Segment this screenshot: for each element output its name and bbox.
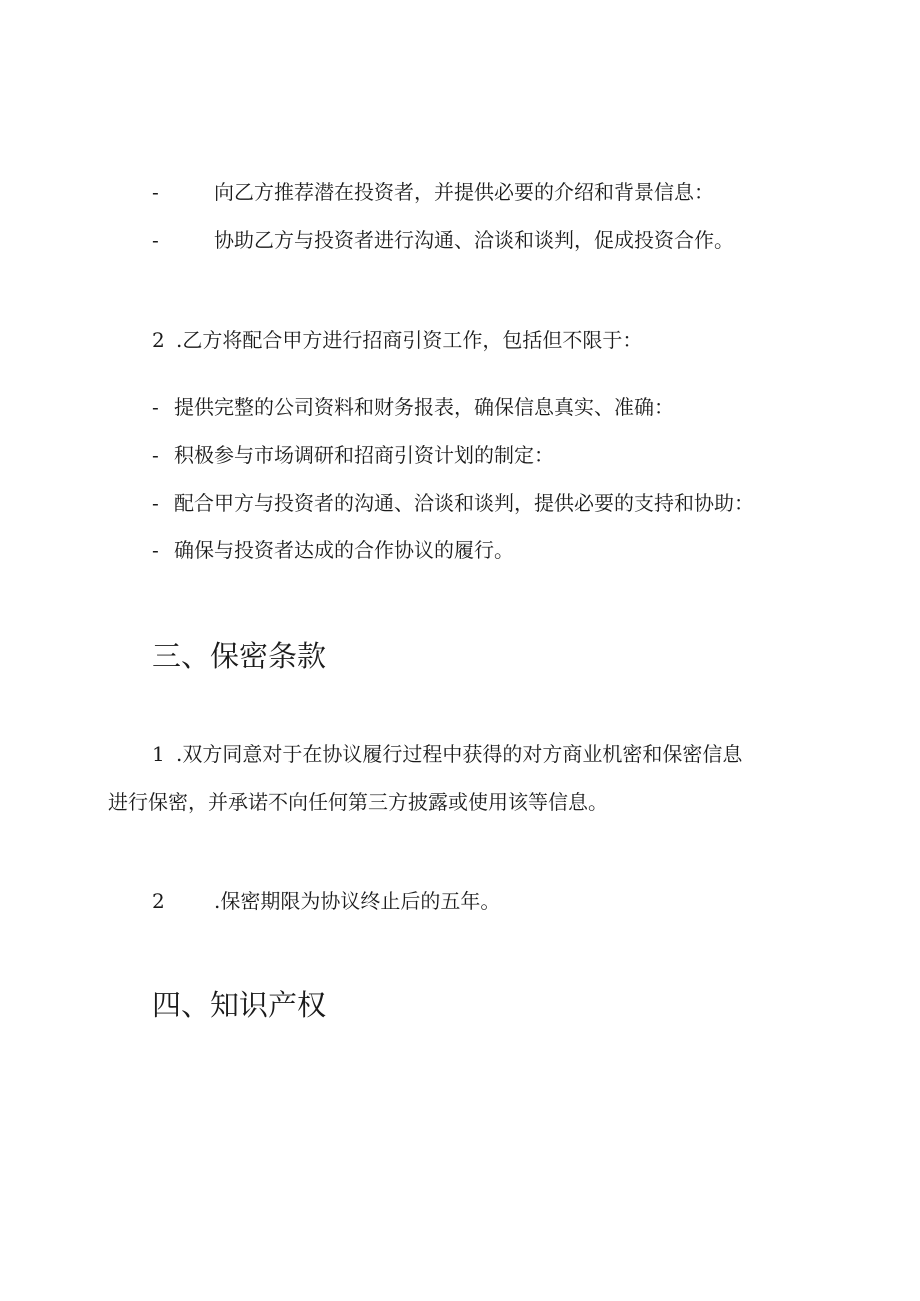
- section-heading: 四、知识产权: [152, 988, 327, 1022]
- section-heading: 三、保密条款: [152, 639, 327, 673]
- clause-text-continuation: 进行保密，并承诺不向任何第三方披露或使用该等信息。: [108, 790, 608, 814]
- list-bullet: -: [152, 538, 159, 562]
- clause-text: .双方同意对于在协议履行过程中获得的对方商业机密和保密信息: [176, 742, 743, 766]
- list-item: 确保与投资者达成的合作协议的履行。: [174, 538, 514, 562]
- clause-number: 2: [152, 328, 165, 352]
- clause-text: .乙方将配合甲方进行招商引资工作，包括但不限于：: [176, 328, 643, 352]
- clause-number: 1: [152, 742, 165, 766]
- list-bullet: -: [152, 180, 159, 204]
- list-item: 向乙方推荐潜在投资者，并提供必要的介绍和背景信息：: [214, 180, 714, 204]
- list-bullet: -: [152, 228, 159, 252]
- list-bullet: -: [152, 395, 159, 419]
- clause-text: .保密期限为协议终止后的五年。: [214, 889, 501, 913]
- list-bullet: -: [152, 443, 159, 467]
- list-item: 协助乙方与投资者进行沟通、洽谈和谈判，促成投资合作。: [214, 228, 734, 252]
- list-item: 积极参与市场调研和招商引资计划的制定：: [174, 443, 554, 467]
- list-item: 提供完整的公司资料和财务报表，确保信息真实、准确：: [174, 395, 674, 419]
- list-bullet: -: [152, 491, 159, 515]
- clause-number: 2: [152, 889, 165, 913]
- list-item: 配合甲方与投资者的沟通、洽谈和谈判，提供必要的支持和协助：: [174, 491, 754, 515]
